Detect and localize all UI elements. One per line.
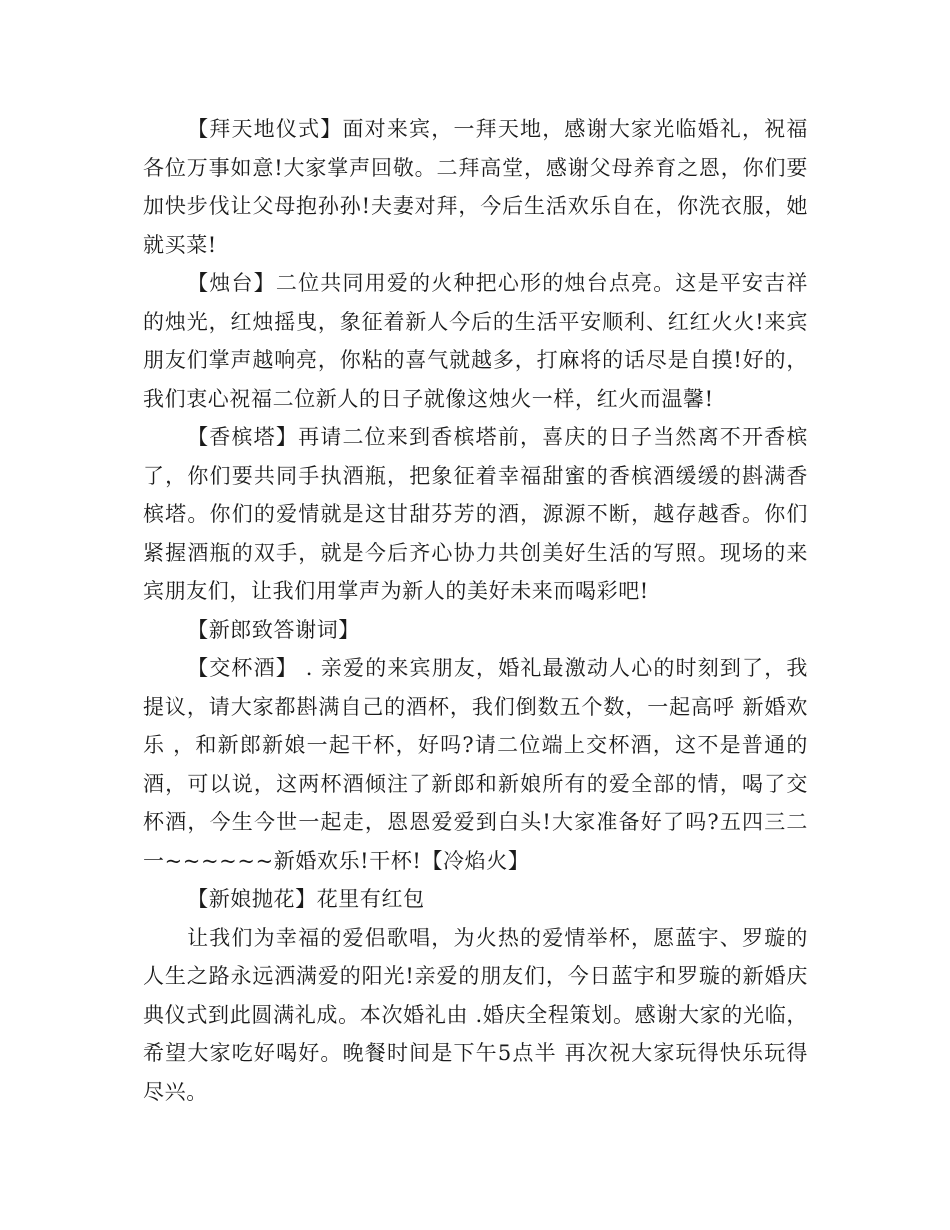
paragraph-cross-cup-wine: 【交杯酒】 . 亲爱的来宾朋友，婚礼最激动人心的时刻到了，我提议，请大家都斟满自己的酒杯，我们倒数五个数，一起高呼 新婚欢乐 ，和新郎新娘一起干杯，好吗?请二位端上交杯酒，这不是普通的酒，可以说，这两杯酒倾注了新郎和新娘所有的爱全部的情，喝了交杯酒，今生今世一起走，恩恩爱爱到白头!大家准备好了吗?五四三二一~~~~~~新婚欢乐!干杯!【冷焰火】 xyxy=(143,656,808,873)
paragraph-groom-speech: 【新郎致答谢词】 xyxy=(187,617,360,642)
paragraph-candle-stand: 【烛台】二位共同用爱的火种把心形的烛台点亮。这是平安吉祥的烛光，红烛摇曳，象征着新人今后的生活平安顺利、红红火火!来宾朋友们掌声越响亮，你粘的喜气就越多，打麻将的话尽是自摸!好的，我们衷心祝福二位新人的日子就像这烛火一样，红火而温馨! xyxy=(143,271,808,411)
paragraph-worship-ceremony: 【拜天地仪式】面对来宾，一拜天地，感谢大家光临婚礼，祝福各位万事如意!大家掌声回敬。二拜高堂，感谢父母养育之恩，你们要加快步伐让父母抱孙孙!夫妻对拜，今后生活欢乐自在，你洗衣服，她就买菜! xyxy=(143,117,808,257)
paragraph-champagne-tower: 【香槟塔】再请二位来到香槟塔前，喜庆的日子当然离不开香槟了，你们要共同手执酒瓶，把象征着幸福甜蜜的香槟酒缓缓的斟满香槟塔。你们的爱情就是这甘甜芬芳的酒，源源不断，越存越香。你们紧握酒瓶的双手，就是今后齐心协力共创美好生活的写照。现场的来宾朋友们，让我们用掌声为新人的美好未来而喝彩吧! xyxy=(143,425,808,603)
paragraph-closing: 让我们为幸福的爱侣歌唱，为火热的爱情举杯，愿蓝宇、罗璇的人生之路永远洒满爱的阳光!亲爱的朋友们，今日蓝宇和罗璇的新婚庆典仪式到此圆满礼成。本次婚礼由 .婚庆全程策划。感谢大家的光临，希望大家吃好喝好。晚餐时间是下午5点半 再次祝大家玩得快乐玩得尽兴。 xyxy=(143,925,808,1104)
paragraph-bouquet-toss: 【新娘抛花】花里有红包 xyxy=(187,887,425,911)
document-body xyxy=(143,110,808,1111)
